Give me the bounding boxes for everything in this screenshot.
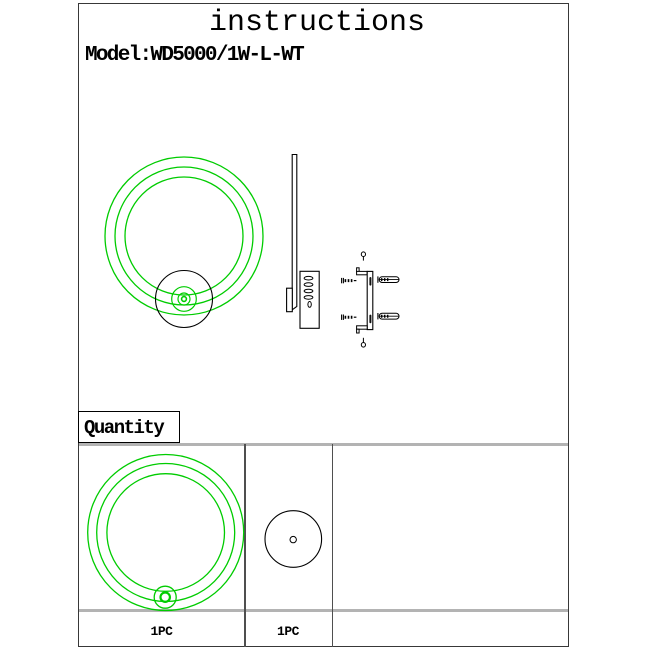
quantity-value-canopy: 1PC xyxy=(277,624,299,639)
table-column-rule-2 xyxy=(332,444,334,647)
model-number-line: Model:WD5000/1W-L-WT xyxy=(85,44,304,67)
table-column-rule-1 xyxy=(244,444,246,647)
page-title: instructions xyxy=(208,6,426,40)
quantity-value-ring-lamp: 1PC xyxy=(150,624,173,639)
table-row-rule xyxy=(79,609,568,612)
table-top-rule xyxy=(79,443,568,446)
page-border xyxy=(78,3,569,647)
quantity-header-label: Quantity xyxy=(84,417,164,439)
